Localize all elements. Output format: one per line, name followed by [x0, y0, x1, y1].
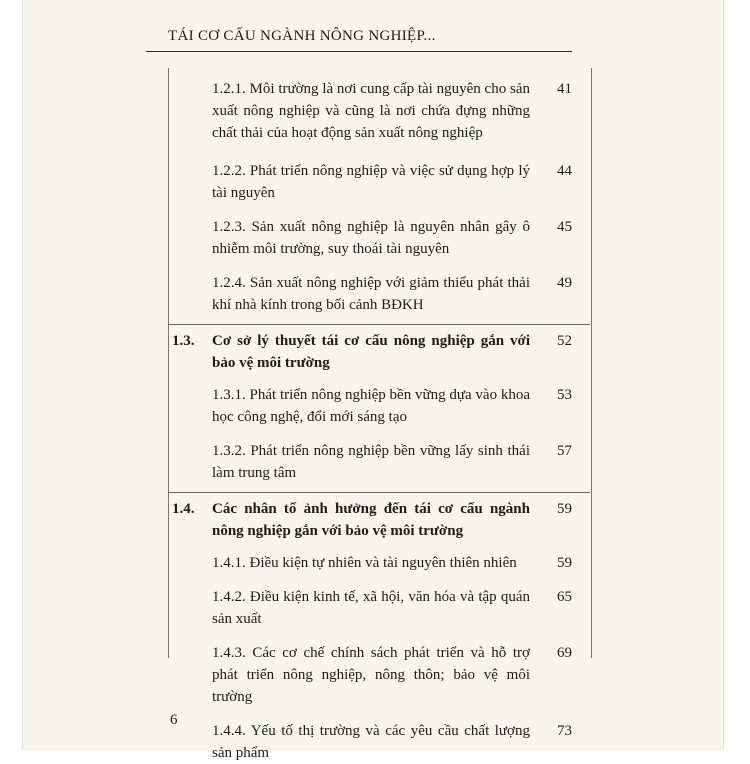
toc-entry-text: Cơ sở lý thuyết tái cơ cấu nông nghiệp gắn với bảo vệ môi trường — [212, 333, 530, 371]
toc-entry-1-2-1 — [168, 78, 590, 144]
toc-entry-text: 1.4.2. Điều kiện kinh tế, xã hội, văn hóa và tập quán sản xuất — [212, 589, 530, 627]
toc-section-1-3 — [168, 324, 590, 374]
toc-entry-text: 1.4.3. Các cơ chế chính sách phát triển và hỗ trợ phát triển nông nghiệp, nông thôn; bảo vệ môi trường — [212, 645, 530, 705]
toc-section-number: 1.4. — [172, 501, 195, 517]
header-rule — [146, 51, 572, 52]
toc-entry-1-4-3 — [168, 642, 590, 708]
toc-entry-text: 1.2.2. Phát triển nông nghiệp và việc sử dụng hợp lý tài nguyên — [212, 163, 530, 201]
toc-entry-page: 73 — [557, 723, 572, 739]
toc-entry-page: 44 — [557, 163, 572, 179]
toc-entry-1-2-4 — [168, 272, 590, 316]
page-number: 6 — [170, 712, 178, 728]
toc-entry-1-2-2 — [168, 160, 590, 204]
toc-entry-text: 1.2.1. Môi trường là nơi cung cấp tài nguyên cho sản xuất nông nghiệp và cũng là nơi chứa đựng những chất thải của hoạt động sản xuất nông nghiệp — [212, 81, 530, 141]
toc-entry-1-3-2 — [168, 440, 590, 484]
toc-entry-text: Các nhân tố ảnh hưởng đến tái cơ cấu ngành nông nghiệp gắn với bảo vệ môi trường — [212, 501, 530, 539]
toc-entry-text: 1.2.3. Sản xuất nông nghiệp là nguyên nhân gây ô nhiễm môi trường, suy thoái tài nguyên — [212, 219, 530, 257]
toc-entry-page: 45 — [557, 219, 572, 235]
toc-entry-text: 1.2.4. Sản xuất nông nghiệp với giảm thiểu phát thải khí nhà kính trong bối cảnh BĐKH — [212, 275, 530, 313]
toc-entry-page: 57 — [557, 443, 572, 459]
toc-entry-1-3-1 — [168, 384, 590, 428]
toc-entry-text: 1.4.4. Yếu tố thị trường và các yêu cầu chất lượng sản phẩm — [212, 723, 530, 761]
toc-entry-page: 53 — [557, 387, 572, 403]
table-of-contents — [168, 68, 590, 764]
toc-entry-1-2-3 — [168, 216, 590, 260]
toc-entry-page: 49 — [557, 275, 572, 291]
running-head: TÁI CƠ CẤU NGÀNH NÔNG NGHIỆP... — [168, 28, 436, 44]
toc-entry-text: 1.3.1. Phát triển nông nghiệp bền vững dựa vào khoa học công nghệ, đổi mới sáng tạo — [212, 387, 530, 425]
toc-entry-page: 65 — [557, 589, 572, 605]
toc-entry-page: 59 — [557, 501, 572, 517]
toc-entry-1-4-2 — [168, 586, 590, 630]
toc-entry-text: 1.4.1. Điều kiện tự nhiên và tài nguyên thiên nhiên — [212, 555, 517, 571]
toc-entry-1-4-1 — [168, 552, 590, 574]
toc-entry-page: 52 — [557, 333, 572, 349]
toc-section-number: 1.3. — [172, 333, 195, 349]
toc-entry-page: 69 — [557, 645, 572, 661]
toc-entry-text: 1.3.2. Phát triển nông nghiệp bền vững lấy sinh thái làm trung tâm — [212, 443, 530, 481]
toc-entry-page: 59 — [557, 555, 572, 571]
toc-entry-1-4-4 — [168, 720, 590, 764]
toc-entry-page: 41 — [557, 81, 572, 97]
toc-section-1-4 — [168, 492, 590, 542]
